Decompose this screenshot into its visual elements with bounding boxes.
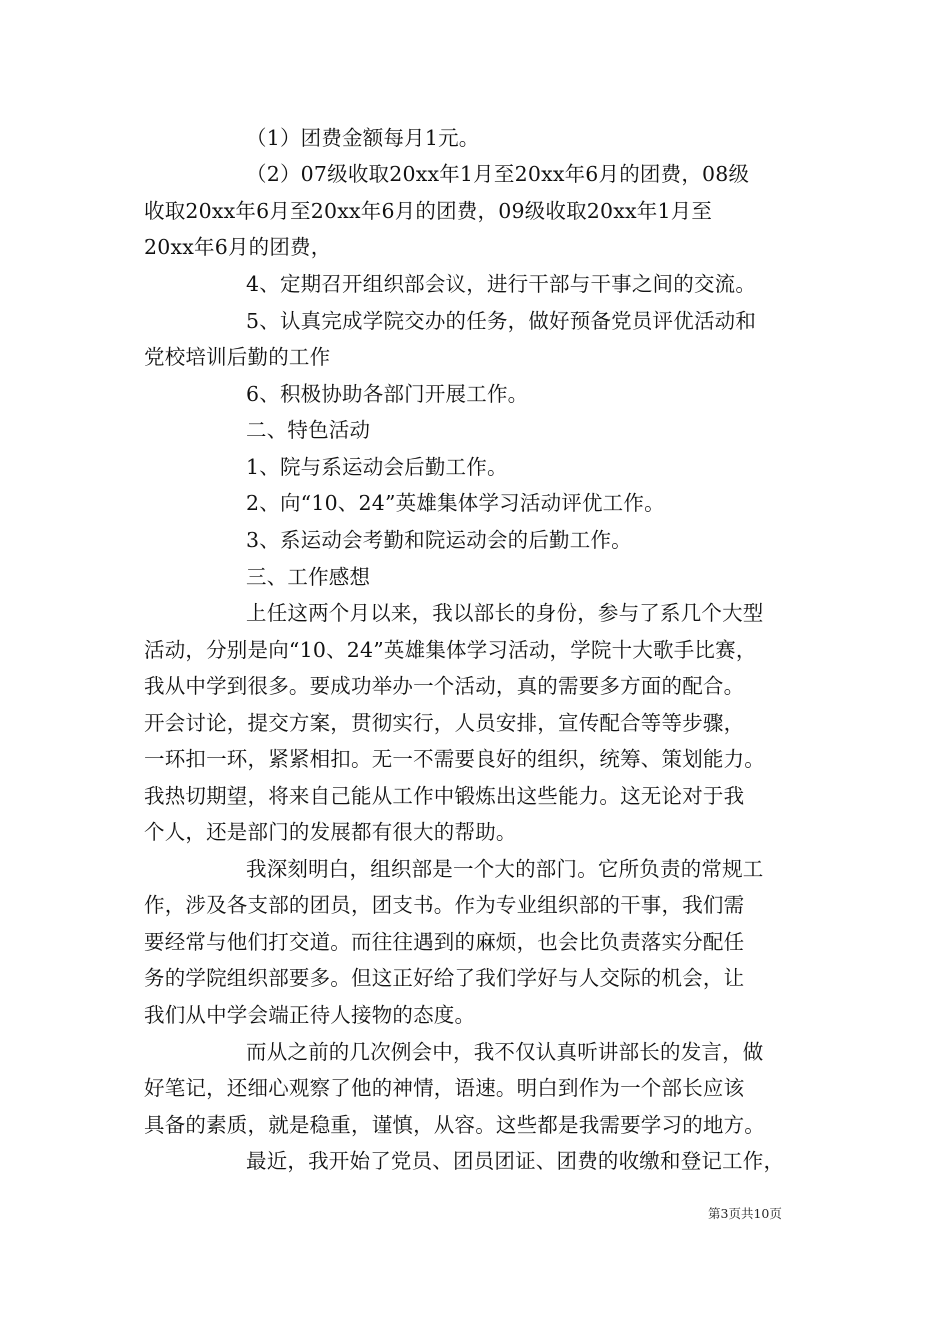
text-line-23: 要经常与他们打交道。而往往遇到的麻烦，也会比负责落实分配任 (144, 930, 745, 954)
text-line-7: 党校培训后勤的工作 (144, 345, 331, 369)
text-line-26: 而从之前的几次例会中，我不仅认真听讲部长的发言，做 (246, 1040, 764, 1064)
text-line-17: 开会讨论，提交方案，贯彻实行，人员安排，宣传配合等等步骤， (144, 711, 745, 735)
text-line-16: 我从中学到很多。要成功举办一个活动，真的需要多方面的配合。 (144, 674, 745, 698)
text-line-5: 4、定期召开组织部会议，进行干部与干事之间的交流。 (246, 272, 757, 296)
text-line-8: 6、积极协助各部门开展工作。 (246, 382, 529, 406)
text-line-2: （2）07级收取20xx年1月至20xx年6月的团费，08级 (246, 162, 750, 186)
text-line-10: 1、院与系运动会后勤工作。 (246, 455, 508, 479)
text-line-15: 活动，分别是向“10、24”英雄集体学习活动，学院十大歌手比赛， (144, 638, 757, 662)
text-line-11: 2、向“10、24”英雄集体学习活动评优工作。 (246, 491, 665, 515)
text-line-4: 20xx年6月的团费， (144, 235, 332, 259)
text-line-21: 我深刻明白，组织部是一个大的部门。它所负责的常规工 (246, 857, 764, 881)
text-line-24: 务的学院组织部要多。但这正好给了我们学好与人交际的机会，让 (144, 966, 745, 990)
text-line-27: 好笔记，还细心观察了他的神情，语速。明白到作为一个部长应该 (144, 1076, 745, 1100)
section-heading-3: 三、工作感想 (246, 565, 371, 589)
section-heading-2: 二、特色活动 (246, 418, 371, 442)
text-line-28: 具备的素质，就是稳重，谨慎，从容。这些都是我需要学习的地方。 (144, 1113, 765, 1137)
text-line-12: 3、系运动会考勤和院运动会的后勤工作。 (246, 528, 632, 552)
text-line-1: （1）团费金额每月1元。 (246, 126, 480, 150)
text-line-6: 5、认真完成学院交办的任务，做好预备党员评优活动和 (246, 309, 757, 333)
text-line-3: 收取20xx年6月至20xx年6月的团费，09级收取20xx年1月至 (144, 199, 713, 223)
text-line-20: 个人，还是部门的发展都有很大的帮助。 (144, 820, 517, 844)
text-line-18: 一环扣一环，紧紧相扣。无一不需要良好的组织，统筹、策划能力。 (144, 747, 765, 771)
text-line-19: 我热切期望，将来自己能从工作中锻炼出这些能力。这无论对于我 (144, 784, 745, 808)
text-line-25: 我们从中学会端正待人接物的态度。 (144, 1003, 476, 1027)
text-line-22: 作，涉及各支部的团员，团支书。作为专业组织部的干事，我们需 (144, 893, 745, 917)
text-line-29: 最近，我开始了党员、团员团证、团费的收缴和登记工作， (246, 1149, 785, 1173)
text-line-14: 上任这两个月以来，我以部长的身份，参与了系几个大型 (246, 601, 764, 625)
page-number-footer: 第3页共10页 (708, 1206, 782, 1221)
